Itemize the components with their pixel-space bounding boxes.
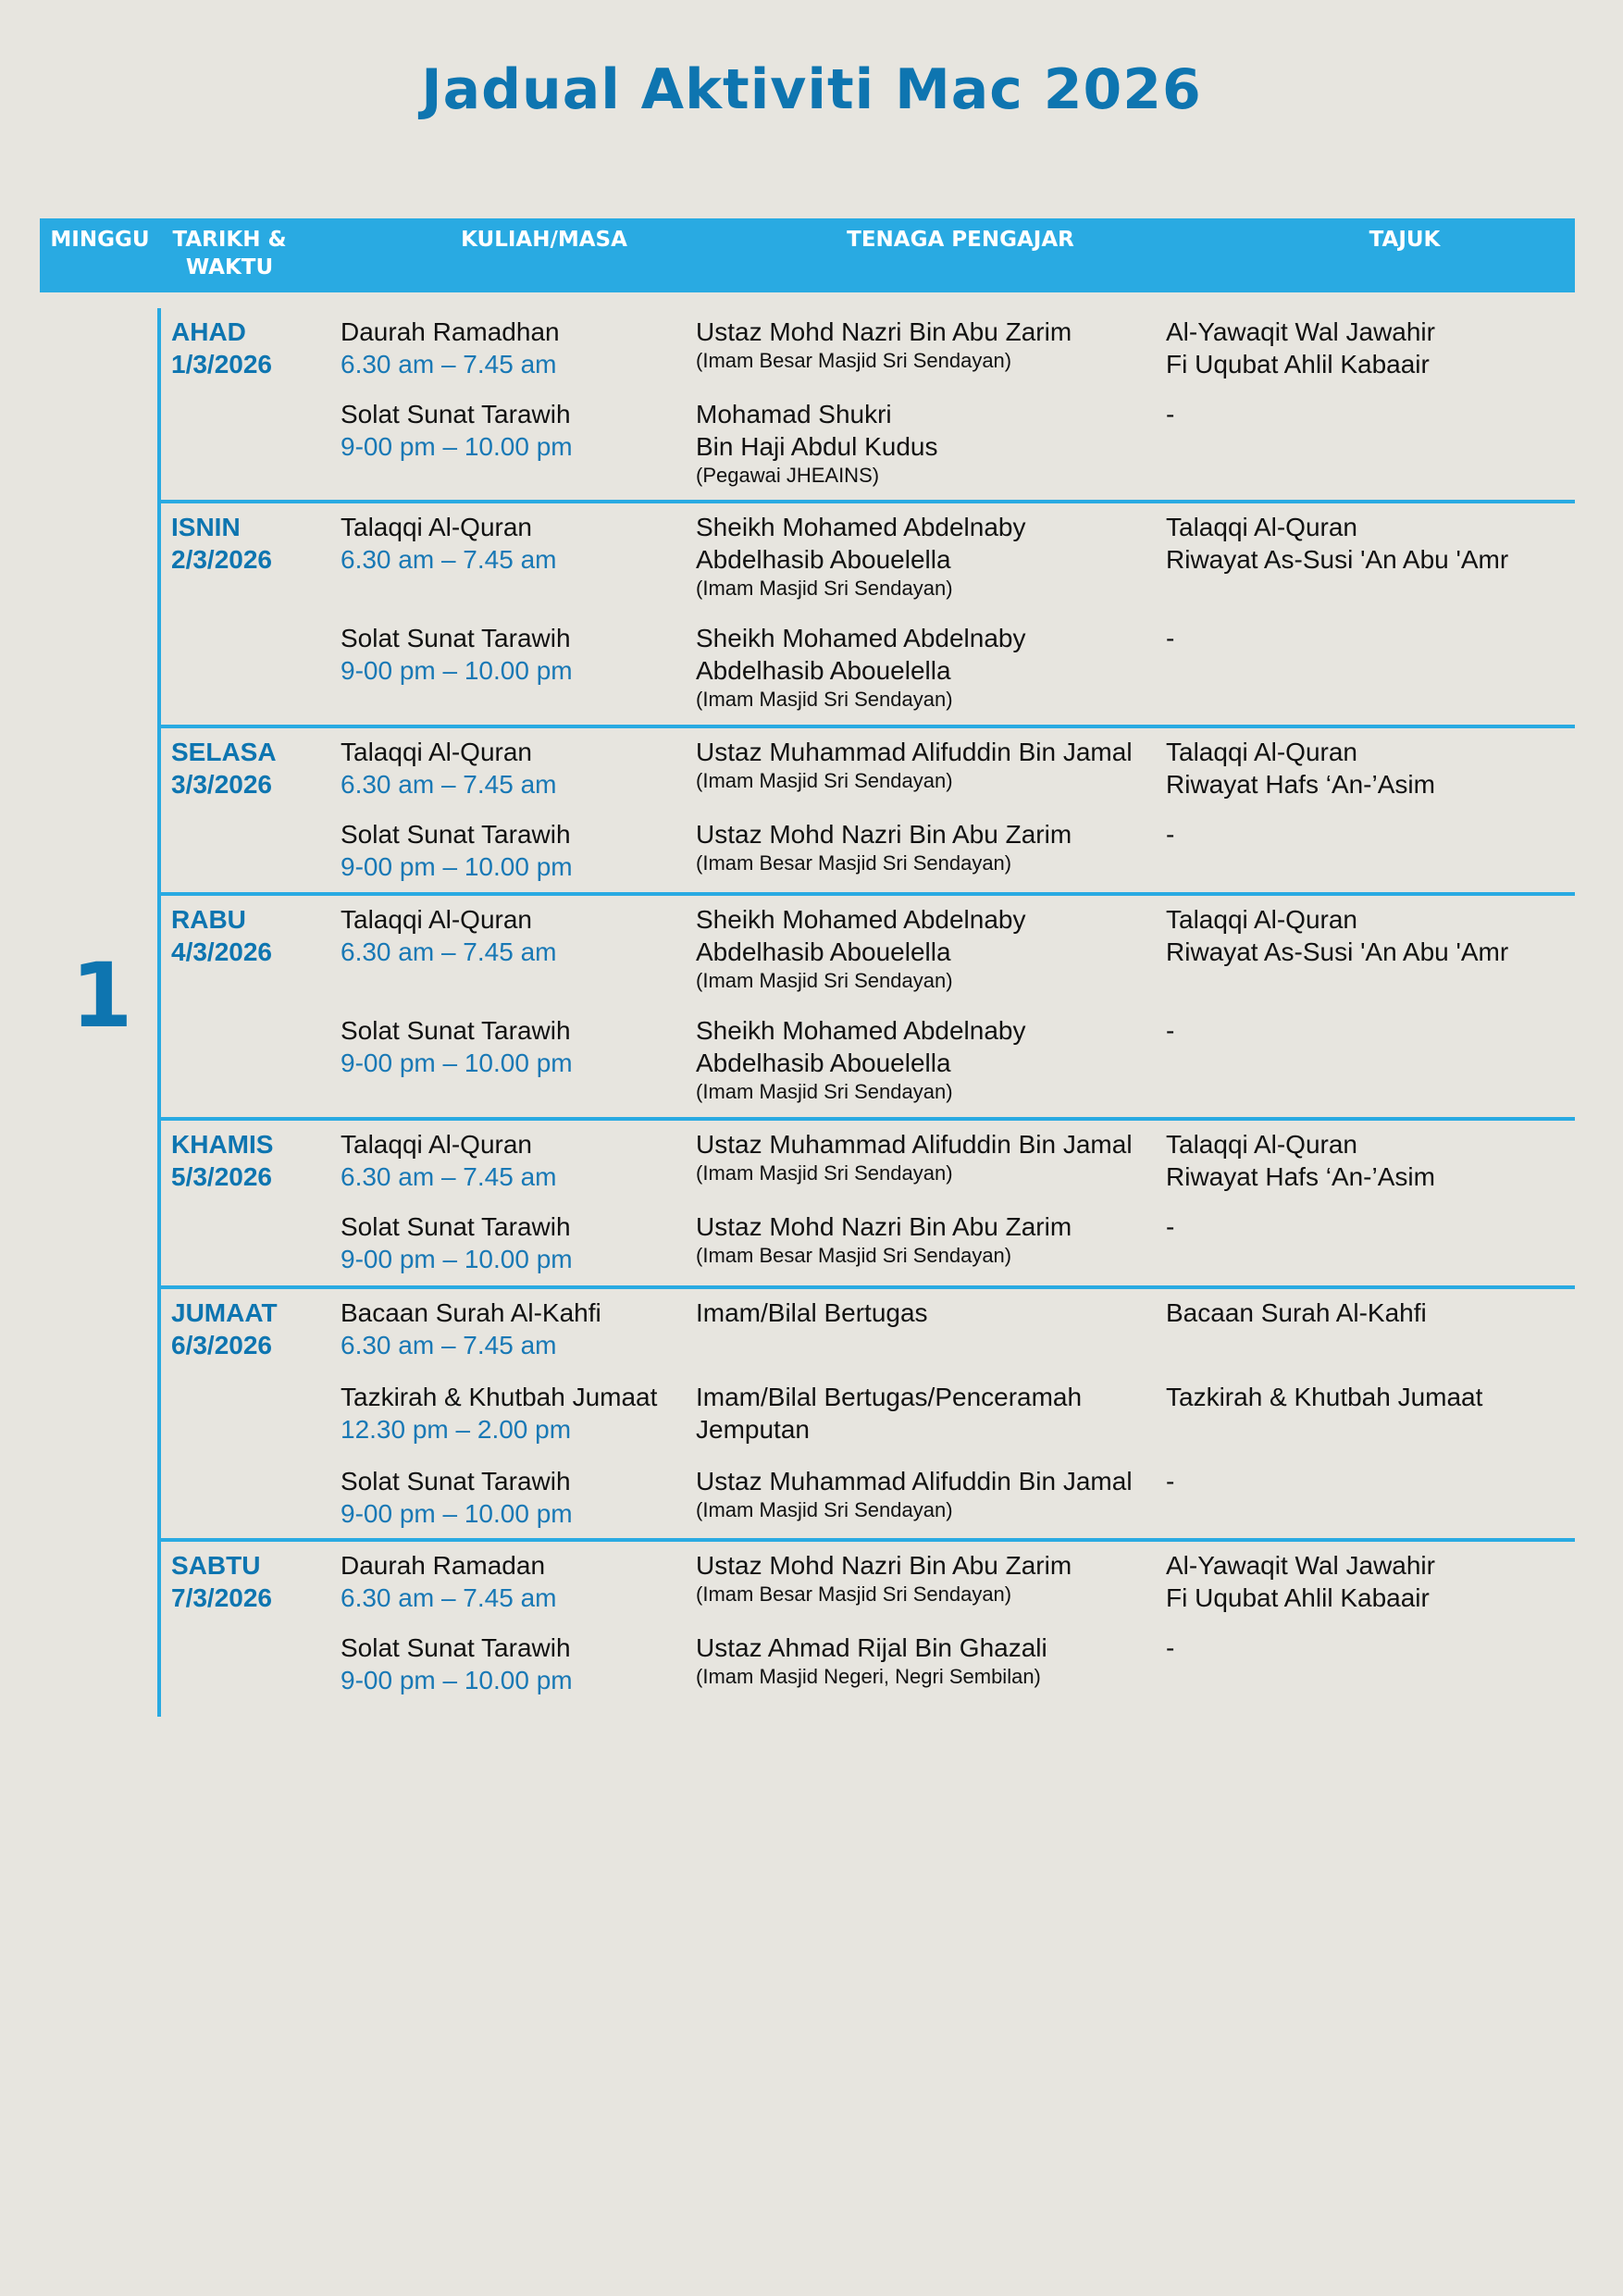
topic-line: Riwayat As-Susi 'An Abu 'Amr: [1166, 937, 1509, 966]
day-row: [161, 1117, 1575, 1273]
teacher-name: Ustaz Muhammad Alifuddin Bin Jamal: [696, 1130, 1133, 1159]
table-header: [40, 218, 1575, 292]
day-date: 1/3/2026: [171, 350, 272, 379]
topic-cell: [1166, 1632, 1174, 1664]
activity-time: 6.30 am – 7.45 am: [341, 1583, 557, 1612]
teacher-role: (Imam Masjid Sri Sendayan): [696, 1080, 953, 1103]
header-tajuk: TAJUK: [1369, 228, 1441, 252]
day-date: 7/3/2026: [171, 1583, 272, 1612]
topic-line: Talaqqi Al-Quran: [1166, 738, 1358, 766]
activity-cell: [341, 1381, 657, 1446]
activity-cell: [341, 1014, 573, 1079]
day-name: ISNIN: [171, 513, 241, 541]
topic-line: -: [1166, 1212, 1175, 1241]
week-number: 1: [70, 944, 133, 1048]
topic-line: Al-Yawaqit Wal Jawahir: [1166, 317, 1435, 346]
topic-cell: [1166, 1465, 1174, 1497]
activity-name: Tazkirah & Khutbah Jumaat: [341, 1383, 658, 1411]
topic-cell: [1166, 736, 1435, 800]
activity-cell: [341, 622, 573, 687]
topic-line: Tazkirah & Khutbah Jumaat: [1166, 1383, 1483, 1411]
activity-cell: [341, 398, 573, 463]
page-title: Jadual Aktiviti Mac 2026: [421, 57, 1202, 122]
teacher-cell: [696, 1381, 1082, 1446]
topic-line: Riwayat As-Susi 'An Abu 'Amr: [1166, 545, 1509, 574]
activity-time: 9-00 pm – 10.00 pm: [341, 1666, 573, 1694]
activity-time: 6.30 am – 7.45 am: [341, 1331, 557, 1359]
day-row: [161, 1538, 1575, 1694]
week-divider: [157, 308, 161, 1717]
activity-time: 9-00 pm – 10.00 pm: [341, 432, 573, 461]
topic-cell: [1166, 622, 1174, 654]
day-name: JUMAAT: [171, 1298, 278, 1327]
activity-name: Solat Sunat Tarawih: [341, 820, 571, 849]
activity-name: Talaqqi Al-Quran: [341, 513, 533, 541]
teacher-cell: [696, 1128, 1133, 1186]
topic-line: Fi Uqubat Ahlil Kabaair: [1166, 1583, 1430, 1612]
day-row: [161, 500, 1575, 711]
teacher-cell: [696, 1014, 1025, 1105]
topic-cell: [1166, 316, 1435, 380]
activity-name: Bacaan Surah Al-Kahfi: [341, 1298, 601, 1327]
teacher-cell: [696, 316, 1072, 374]
activity-time: 9-00 pm – 10.00 pm: [341, 1245, 573, 1273]
day-label: [171, 1128, 273, 1193]
activity-time: 6.30 am – 7.45 am: [341, 545, 557, 574]
teacher-cell: [696, 398, 938, 489]
activity-time: 6.30 am – 7.45 am: [341, 1162, 557, 1191]
day-label: [171, 1297, 278, 1361]
topic-cell: [1166, 903, 1508, 968]
header-kuliah: KULIAH/MASA: [461, 228, 627, 252]
teacher-name: Abdelhasib Abouelella: [696, 545, 951, 574]
topic-line: Talaqqi Al-Quran: [1166, 513, 1358, 541]
teacher-name: Imam/Bilal Bertugas: [696, 1298, 928, 1327]
teacher-cell: [696, 736, 1133, 794]
day-label: [171, 316, 272, 380]
teacher-role: (Imam Besar Masjid Sri Sendayan): [696, 1582, 1012, 1606]
topic-line: -: [1166, 400, 1175, 428]
activity-cell: [341, 1632, 573, 1696]
activity-time: 12.30 pm – 2.00 pm: [341, 1415, 572, 1444]
day-row: [161, 1285, 1575, 1528]
teacher-name: Ustaz Mohd Nazri Bin Abu Zarim: [696, 317, 1072, 346]
activity-time: 9-00 pm – 10.00 pm: [341, 852, 573, 881]
teacher-name: Sheikh Mohamed Abdelnaby: [696, 513, 1026, 541]
topic-line: -: [1166, 1467, 1175, 1496]
header-pengajar: TENAGA PENGAJAR: [847, 228, 1074, 252]
teacher-role: (Imam Masjid Sri Sendayan): [696, 1498, 953, 1521]
topic-cell: [1166, 1128, 1435, 1193]
activity-name: Solat Sunat Tarawih: [341, 1016, 571, 1045]
teacher-role: (Imam Masjid Sri Sendayan): [696, 969, 953, 992]
teacher-role: (Imam Masjid Sri Sendayan): [696, 577, 953, 600]
teacher-name: Ustaz Mohd Nazri Bin Abu Zarim: [696, 820, 1072, 849]
teacher-name: Jemputan: [696, 1415, 810, 1444]
day-label: [171, 1549, 272, 1614]
activity-name: Solat Sunat Tarawih: [341, 400, 571, 428]
activity-cell: [341, 903, 556, 968]
teacher-cell: [696, 511, 1025, 602]
day-label: [171, 736, 277, 800]
day-date: 3/3/2026: [171, 770, 272, 799]
activity-time: 6.30 am – 7.45 am: [341, 937, 557, 966]
teacher-role: (Imam Masjid Sri Sendayan): [696, 1161, 953, 1185]
teacher-cell: [696, 903, 1025, 994]
activity-cell: [341, 818, 573, 883]
activity-name: Daurah Ramadhan: [341, 317, 560, 346]
teacher-name: Ustaz Muhammad Alifuddin Bin Jamal: [696, 1467, 1133, 1496]
teacher-name: Abdelhasib Abouelella: [696, 1049, 951, 1077]
topic-line: Bacaan Surah Al-Kahfi: [1166, 1298, 1427, 1327]
teacher-name: Sheikh Mohamed Abdelnaby: [696, 905, 1026, 934]
teacher-name: Sheikh Mohamed Abdelnaby: [696, 624, 1026, 652]
activity-time: 9-00 pm – 10.00 pm: [341, 1499, 573, 1528]
header-tarikh-line1: TARIKH &: [172, 228, 287, 252]
teacher-role: (Imam Masjid Negeri, Negri Sembilan): [696, 1665, 1041, 1688]
teacher-name: Abdelhasib Abouelella: [696, 656, 951, 685]
teacher-name: Mohamad Shukri: [696, 400, 892, 428]
teacher-role: (Imam Besar Masjid Sri Sendayan): [696, 349, 1012, 372]
day-label: [171, 511, 272, 576]
day-row: [161, 892, 1575, 1103]
topic-line: Al-Yawaqit Wal Jawahir: [1166, 1551, 1435, 1580]
activity-name: Daurah Ramadan: [341, 1551, 546, 1580]
activity-cell: [341, 736, 556, 800]
teacher-role: (Imam Besar Masjid Sri Sendayan): [696, 851, 1012, 875]
teacher-cell: [696, 1465, 1133, 1523]
teacher-cell: [696, 622, 1025, 713]
topic-line: Riwayat Hafs ‘An-’Asim: [1166, 1162, 1435, 1191]
activity-name: Solat Sunat Tarawih: [341, 1633, 571, 1662]
teacher-role: (Pegawai JHEAINS): [696, 464, 880, 487]
topic-line: -: [1166, 624, 1175, 652]
teacher-cell: [696, 1297, 928, 1329]
topic-cell: [1166, 1210, 1174, 1243]
header-tarikh-line2: WAKTU: [185, 255, 274, 279]
activity-time: 9-00 pm – 10.00 pm: [341, 1049, 573, 1077]
day-name: KHAMIS: [171, 1130, 274, 1159]
day-label: [171, 903, 272, 968]
activity-cell: [341, 511, 556, 576]
header-tarikh: [169, 226, 290, 281]
topic-line: Riwayat Hafs ‘An-’Asim: [1166, 770, 1435, 799]
day-date: 6/3/2026: [171, 1331, 272, 1359]
topic-cell: [1166, 1014, 1174, 1047]
topic-cell: [1166, 398, 1174, 430]
teacher-cell: [696, 818, 1072, 876]
activity-cell: [341, 1128, 556, 1193]
activity-time: 6.30 am – 7.45 am: [341, 770, 557, 799]
topic-cell: [1166, 511, 1508, 576]
day-name: SABTU: [171, 1551, 261, 1580]
activity-name: Solat Sunat Tarawih: [341, 624, 571, 652]
activity-cell: [341, 1465, 573, 1530]
topic-cell: [1166, 1381, 1482, 1413]
teacher-name: Sheikh Mohamed Abdelnaby: [696, 1016, 1026, 1045]
topic-cell: [1166, 1297, 1427, 1329]
teacher-name: Imam/Bilal Bertugas/Penceramah: [696, 1383, 1083, 1411]
teacher-cell: [696, 1549, 1072, 1607]
activity-time: 9-00 pm – 10.00 pm: [341, 656, 573, 685]
topic-line: -: [1166, 1016, 1175, 1045]
teacher-cell: [696, 1210, 1072, 1269]
topic-line: -: [1166, 820, 1175, 849]
topic-line: Fi Uqubat Ahlil Kabaair: [1166, 350, 1430, 379]
day-date: 5/3/2026: [171, 1162, 272, 1191]
header-minggu: MINGGU: [50, 228, 150, 252]
topic-line: Talaqqi Al-Quran: [1166, 1130, 1358, 1159]
topic-cell: [1166, 818, 1174, 850]
teacher-role: (Imam Masjid Sri Sendayan): [696, 688, 953, 711]
activity-cell: [341, 1297, 601, 1361]
topic-cell: [1166, 1549, 1435, 1614]
activity-name: Solat Sunat Tarawih: [341, 1467, 571, 1496]
activity-name: Solat Sunat Tarawih: [341, 1212, 571, 1241]
day-date: 2/3/2026: [171, 545, 272, 574]
activity-name: Talaqqi Al-Quran: [341, 905, 533, 934]
teacher-name: Ustaz Ahmad Rijal Bin Ghazali: [696, 1633, 1047, 1662]
day-row: [161, 725, 1575, 881]
teacher-role: (Imam Besar Masjid Sri Sendayan): [696, 1244, 1012, 1267]
teacher-role: (Imam Masjid Sri Sendayan): [696, 769, 953, 792]
topic-line: -: [1166, 1633, 1175, 1662]
activity-time: 6.30 am – 7.45 am: [341, 350, 557, 379]
activity-cell: [341, 1210, 573, 1275]
teacher-name: Abdelhasib Abouelella: [696, 937, 951, 966]
activity-cell: [341, 316, 560, 380]
teacher-name: Ustaz Muhammad Alifuddin Bin Jamal: [696, 738, 1133, 766]
day-name: SELASA: [171, 738, 277, 766]
topic-line: Talaqqi Al-Quran: [1166, 905, 1358, 934]
day-name: AHAD: [171, 317, 246, 346]
activity-name: Talaqqi Al-Quran: [341, 738, 533, 766]
activity-name: Talaqqi Al-Quran: [341, 1130, 533, 1159]
day-name: RABU: [171, 905, 246, 934]
teacher-cell: [696, 1632, 1047, 1690]
teacher-name: Ustaz Mohd Nazri Bin Abu Zarim: [696, 1551, 1072, 1580]
day-date: 4/3/2026: [171, 937, 272, 966]
teacher-name: Bin Haji Abdul Kudus: [696, 432, 938, 461]
teacher-name: Ustaz Mohd Nazri Bin Abu Zarim: [696, 1212, 1072, 1241]
activity-cell: [341, 1549, 556, 1614]
